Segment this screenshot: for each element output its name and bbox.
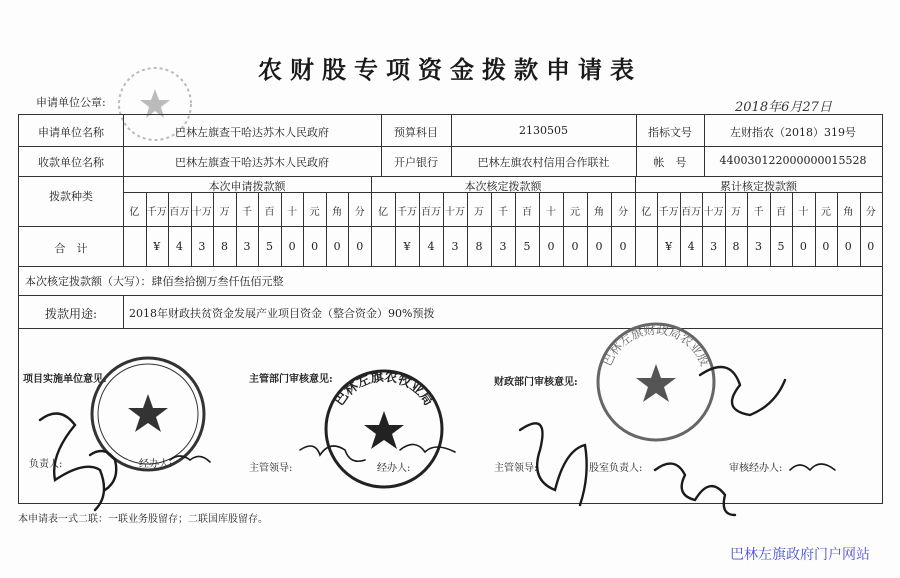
unit-approved-10: 分 bbox=[618, 207, 628, 218]
digit-approved-10: 0 bbox=[619, 240, 627, 253]
county-stamp-text: 巴林左旗农牧业局 bbox=[332, 369, 436, 409]
digit-applied-5: 3 bbox=[243, 240, 251, 253]
digit-approved-1: ¥ bbox=[403, 240, 411, 253]
group-applied: 本次申请拨款额 bbox=[208, 180, 286, 193]
digit-approved-4: 8 bbox=[475, 240, 483, 253]
digit-applied-8: 0 bbox=[311, 240, 319, 253]
purpose-label: 拨款用途: bbox=[44, 307, 98, 321]
unit-approved-9: 角 bbox=[594, 207, 604, 218]
unit-applied-1: 千万 bbox=[146, 207, 167, 218]
dept-handler-label: 经办人: bbox=[377, 463, 411, 474]
group-approved: 本次核定拨款额 bbox=[464, 180, 542, 193]
capital-amount: 本次核定拨款额（大写）：肆佰叁拾捌万叁仟伍佰元整 bbox=[25, 275, 284, 288]
digit-cumulative-10: 0 bbox=[867, 240, 875, 253]
budget-label: 预算科目 bbox=[394, 126, 438, 139]
digit-approved-2: 4 bbox=[427, 240, 435, 253]
unit-cumulative-8: 元 bbox=[820, 207, 831, 218]
unit-applied-3: 十万 bbox=[191, 207, 212, 218]
digit-approved-8: 0 bbox=[571, 240, 579, 253]
unit-applied-5: 千 bbox=[241, 207, 252, 218]
unit-cumulative-4: 万 bbox=[731, 207, 742, 218]
page-title: 农财股专项资金拨款申请表 bbox=[258, 55, 642, 84]
bureau-head-label: 股室负责人: bbox=[589, 463, 643, 474]
bank-value: 巴林左旗农村信用合作联社 bbox=[477, 156, 610, 169]
review-handler-label: 审核经办人: bbox=[729, 463, 783, 474]
site-watermark: 巴林左旗政府门户网站 bbox=[730, 547, 870, 563]
digit-approved-6: 5 bbox=[523, 240, 531, 253]
responsible-label: 负责人: bbox=[29, 459, 63, 470]
digit-approved-7: 0 bbox=[547, 240, 555, 253]
unit-cumulative-5: 千 bbox=[753, 207, 764, 218]
group-cumulative: 累计核定拨款额 bbox=[720, 180, 797, 193]
applicant-label: 申请单位名称 bbox=[38, 126, 104, 139]
digit-applied-10: 0 bbox=[356, 240, 364, 253]
digit-applied-1: ¥ bbox=[153, 240, 161, 253]
unit-approved-8: 元 bbox=[570, 207, 580, 218]
account-label: 帐 号 bbox=[653, 156, 687, 169]
budget-value: 2130505 bbox=[519, 124, 568, 137]
unit-approved-4: 万 bbox=[474, 207, 484, 218]
handwritten-date: 2018年6月27日 bbox=[735, 100, 832, 115]
finance-stamp-text: 巴林左旗财政局农业股 bbox=[600, 322, 712, 369]
doc-no-value: 左财指农（2018）319号 bbox=[730, 126, 856, 139]
digit-approved-9: 0 bbox=[595, 240, 603, 253]
unit-applied-7: 十 bbox=[287, 207, 298, 218]
unit-cumulative-0: 亿 bbox=[641, 207, 652, 218]
unit-approved-1: 千万 bbox=[397, 207, 417, 218]
unit-applied-0: 亿 bbox=[129, 207, 140, 218]
unit-approved-5: 千 bbox=[498, 207, 508, 218]
unit-cumulative-9: 角 bbox=[843, 207, 854, 218]
digit-cumulative-9: 0 bbox=[844, 240, 852, 253]
digit-approved-5: 3 bbox=[499, 240, 507, 253]
unit-applied-6: 百 bbox=[264, 207, 275, 218]
digit-applied-2: 4 bbox=[175, 240, 183, 253]
finance-leader-label: 主管领导: bbox=[494, 463, 538, 474]
digit-approved-3: 3 bbox=[451, 240, 459, 253]
unit-approved-2: 百万 bbox=[421, 207, 441, 218]
digit-cumulative-3: 3 bbox=[710, 240, 718, 253]
doc-no-label: 指标文号 bbox=[648, 126, 692, 139]
unit-applied-4: 万 bbox=[219, 207, 230, 218]
unit-approved-0: 亿 bbox=[378, 207, 388, 218]
category-label: 拨款种类 bbox=[49, 190, 93, 203]
footer-note: 本申请表一式二联：一联业务股留存；二联国库股留存。 bbox=[18, 514, 268, 525]
unit-approved-7: 十 bbox=[546, 207, 556, 218]
payee-label: 收款单位名称 bbox=[38, 156, 104, 169]
unit-applied-9: 角 bbox=[332, 207, 343, 218]
digit-cumulative-2: 4 bbox=[687, 240, 695, 253]
unit-cumulative-2: 百万 bbox=[681, 207, 702, 218]
digit-cumulative-7: 0 bbox=[799, 240, 807, 253]
competent-dept-opinion-label: 主管部门审核意见: bbox=[249, 374, 333, 385]
unit-applied-8: 元 bbox=[309, 207, 320, 218]
unit-approved-3: 十万 bbox=[445, 207, 465, 218]
digit-applied-9: 0 bbox=[333, 240, 341, 253]
digit-cumulative-8: 0 bbox=[822, 240, 830, 253]
unit-applied-10: 分 bbox=[354, 207, 365, 218]
purpose-value: 2018年财政扶贫资金发展产业项目资金（整合资金）90%预拨 bbox=[129, 307, 435, 320]
digit-cumulative-6: 5 bbox=[777, 240, 785, 253]
applicant-seal-label: 申请单位公章: bbox=[36, 96, 106, 109]
digit-applied-6: 5 bbox=[266, 240, 274, 253]
digit-cumulative-4: 8 bbox=[732, 240, 740, 253]
unit-applied-2: 百万 bbox=[169, 207, 190, 218]
account-value: 440030122000000015528 bbox=[719, 154, 867, 167]
unit-cumulative-7: 十 bbox=[798, 207, 809, 218]
unit-cumulative-1: 千万 bbox=[658, 207, 679, 218]
applicant-value: 巴林左旗查干哈达苏木人民政府 bbox=[175, 126, 329, 139]
unit-cumulative-3: 十万 bbox=[703, 207, 724, 218]
digit-applied-3: 3 bbox=[198, 240, 206, 253]
project-unit-opinion-label: 项目实施单位意见: bbox=[23, 374, 107, 385]
digit-applied-7: 0 bbox=[288, 240, 296, 253]
dept-leader-label: 主管领导: bbox=[249, 463, 293, 474]
unit-approved-6: 百 bbox=[522, 207, 532, 218]
finance-dept-opinion-label: 财政部门审核意见: bbox=[494, 377, 578, 388]
unit-cumulative-6: 百 bbox=[775, 207, 786, 218]
handler-label: 经办人: bbox=[139, 459, 173, 470]
digit-cumulative-5: 3 bbox=[754, 240, 762, 253]
digit-cumulative-1: ¥ bbox=[665, 240, 673, 253]
bank-label: 开户银行 bbox=[394, 156, 438, 169]
digit-applied-4: 8 bbox=[220, 240, 228, 253]
total-label: 合 计 bbox=[54, 242, 88, 255]
unit-cumulative-10: 分 bbox=[865, 207, 876, 218]
payee-value: 巴林左旗查干哈达苏木人民政府 bbox=[175, 156, 329, 169]
